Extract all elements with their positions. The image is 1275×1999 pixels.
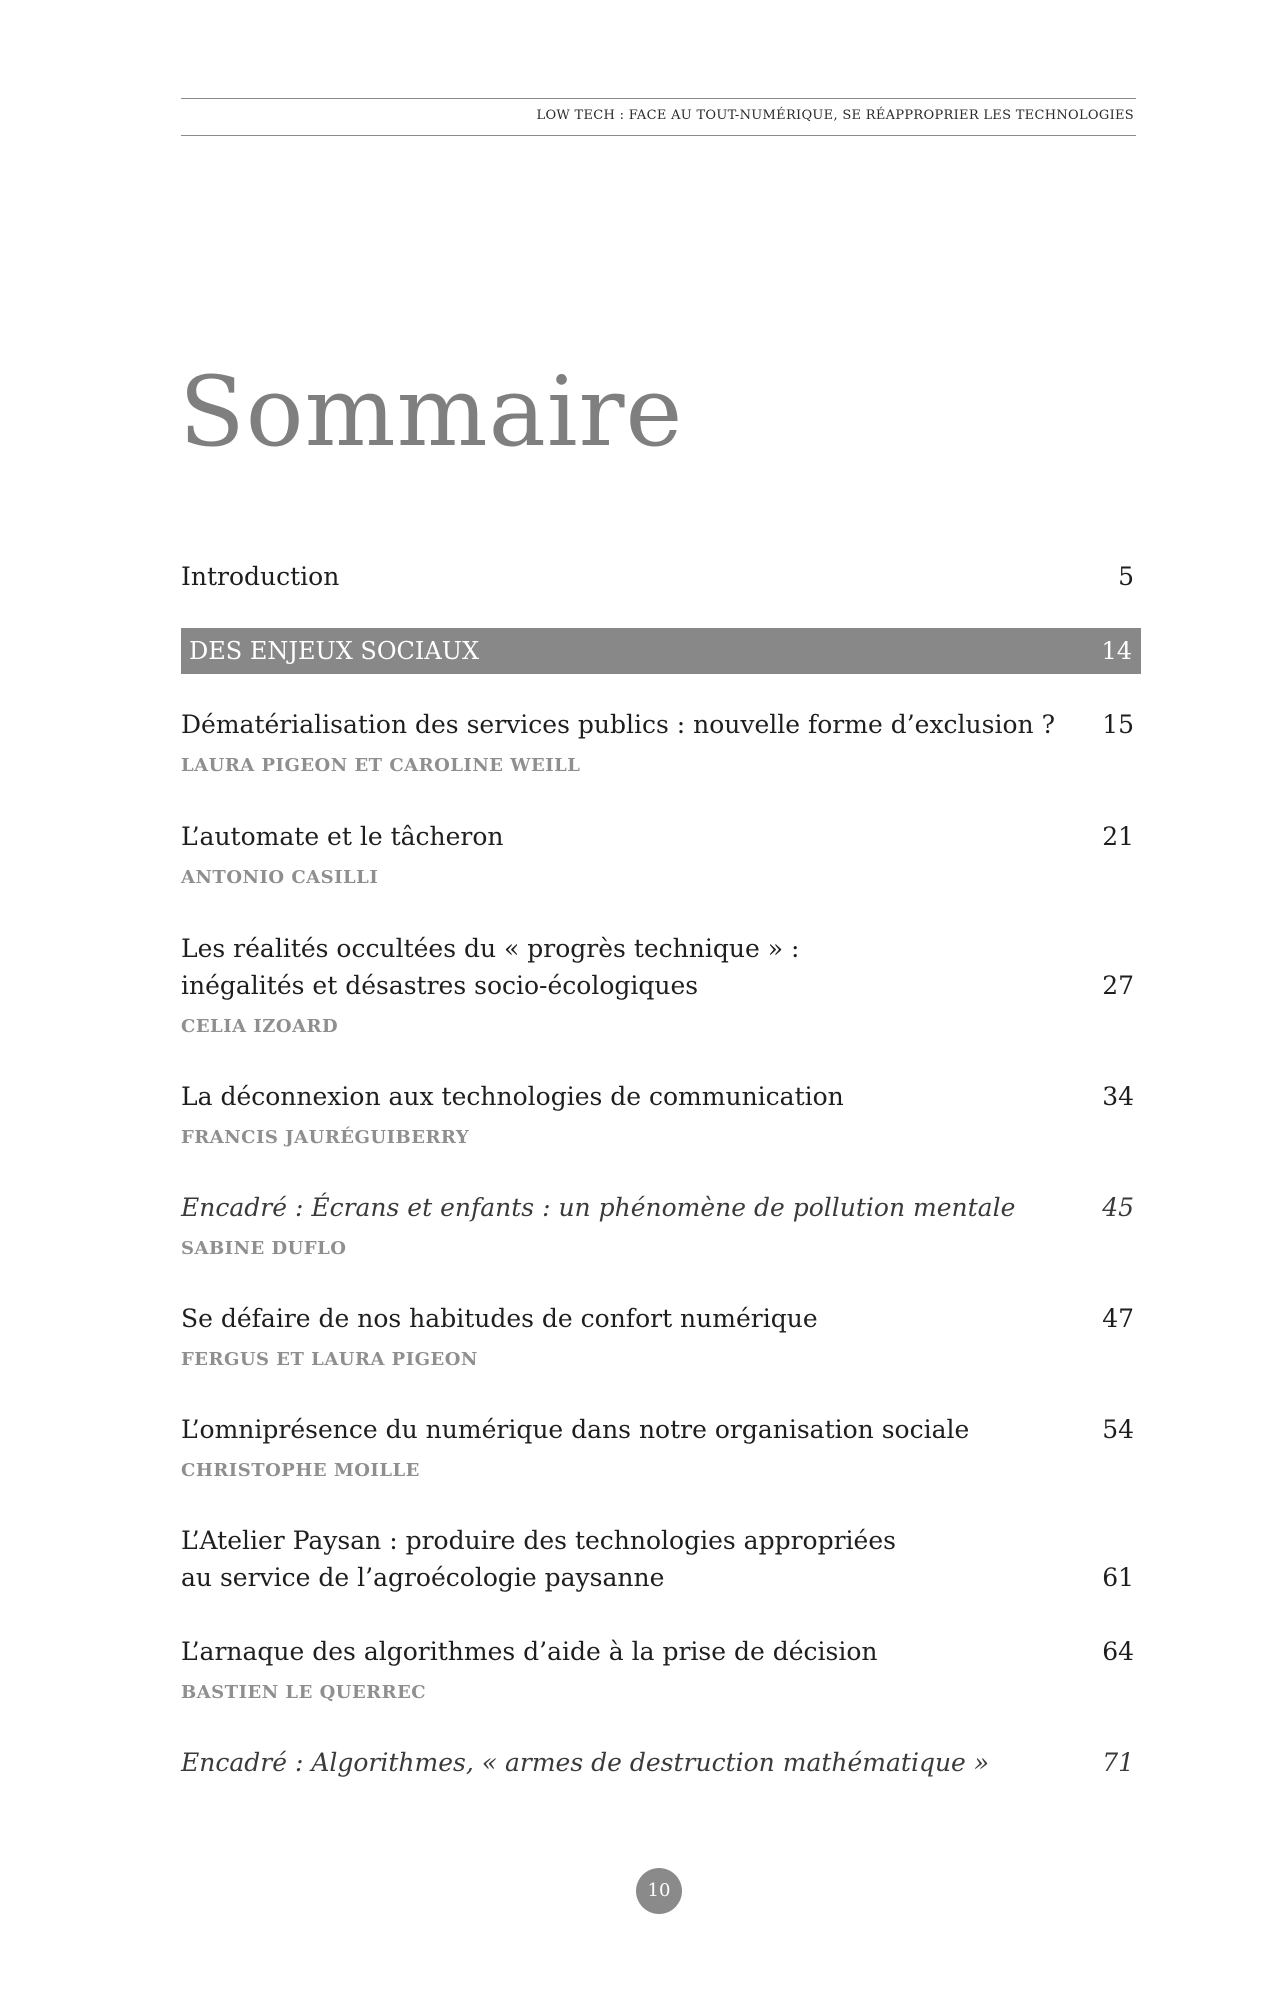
toc-entry-author: LAURA PIGEON ET CAROLINE WEILL	[181, 755, 581, 776]
section-page-number: 14	[1101, 637, 1132, 665]
toc-entry-title: Encadré : Algorithmes, « armes de destruction mathématique »	[181, 1748, 990, 1777]
toc-entry-title: Les réalités occultées du « progrès technique » :	[181, 934, 800, 963]
toc-page-number: 54	[1102, 1415, 1134, 1444]
toc-entry-author: BASTIEN LE QUERREC	[181, 1682, 427, 1703]
toc-entry-author: CHRISTOPHE MOILLE	[181, 1460, 420, 1481]
toc-entry-title: Dématérialisation des services publics : nouvelle forme d’exclusion ?	[181, 710, 1055, 739]
running-head	[181, 98, 1136, 136]
running-head-text: LOW TECH : FACE AU TOUT-NUMÉRIQUE, SE RÉAPPROPRIER LES TECHNOLOGIES	[536, 108, 1134, 123]
toc-entry-author: FRANCIS JAURÉGUIBERRY	[181, 1127, 470, 1148]
toc-entry-author: ANTONIO CASILLI	[181, 867, 379, 888]
toc-entry-title: Se défaire de nos habitudes de confort numérique	[181, 1304, 818, 1333]
toc-entry-title-line-2: au service de l’agroécologie paysanne	[181, 1563, 665, 1592]
section-header-bar	[181, 628, 1141, 674]
toc-entry-title: Introduction	[181, 562, 340, 591]
toc-page-number: 5	[1118, 562, 1134, 591]
section-title: DES ENJEUX SOCIAUX	[189, 637, 480, 665]
toc-entry-title: L’Atelier Paysan : produire des technologies appropriées	[181, 1526, 896, 1555]
toc-page-number: 64	[1102, 1637, 1134, 1666]
toc-entry-author: FERGUS ET LAURA PIGEON	[181, 1349, 478, 1370]
toc-entry-author: SABINE DUFLO	[181, 1238, 347, 1259]
toc-page-number: 21	[1102, 822, 1134, 851]
toc-page-number: 61	[1102, 1563, 1134, 1592]
toc-entry-title: L’automate et le tâcheron	[181, 822, 504, 851]
toc-entry-title: L’arnaque des algorithmes d’aide à la prise de décision	[181, 1637, 878, 1666]
toc-page-number: 47	[1102, 1304, 1134, 1333]
toc-page-number: 34	[1102, 1082, 1134, 1111]
toc-page-number: 45	[1102, 1193, 1134, 1222]
toc-page-number: 15	[1102, 710, 1134, 739]
toc-page-number: 71	[1102, 1748, 1134, 1777]
toc-entry-title-line-2: inégalités et désastres socio-écologiques	[181, 971, 699, 1000]
toc-entry-title: Encadré : Écrans et enfants : un phénomène de pollution mentale	[181, 1193, 1016, 1222]
toc-entry-title: La déconnexion aux technologies de communication	[181, 1082, 844, 1111]
page-title: Sommaire	[179, 356, 684, 468]
toc-entry-title: L’omniprésence du numérique dans notre organisation sociale	[181, 1415, 970, 1444]
page-number-badge: 10	[636, 1868, 682, 1914]
toc-page-number: 27	[1102, 971, 1134, 1000]
toc-entry-author: CELIA IZOARD	[181, 1016, 339, 1037]
